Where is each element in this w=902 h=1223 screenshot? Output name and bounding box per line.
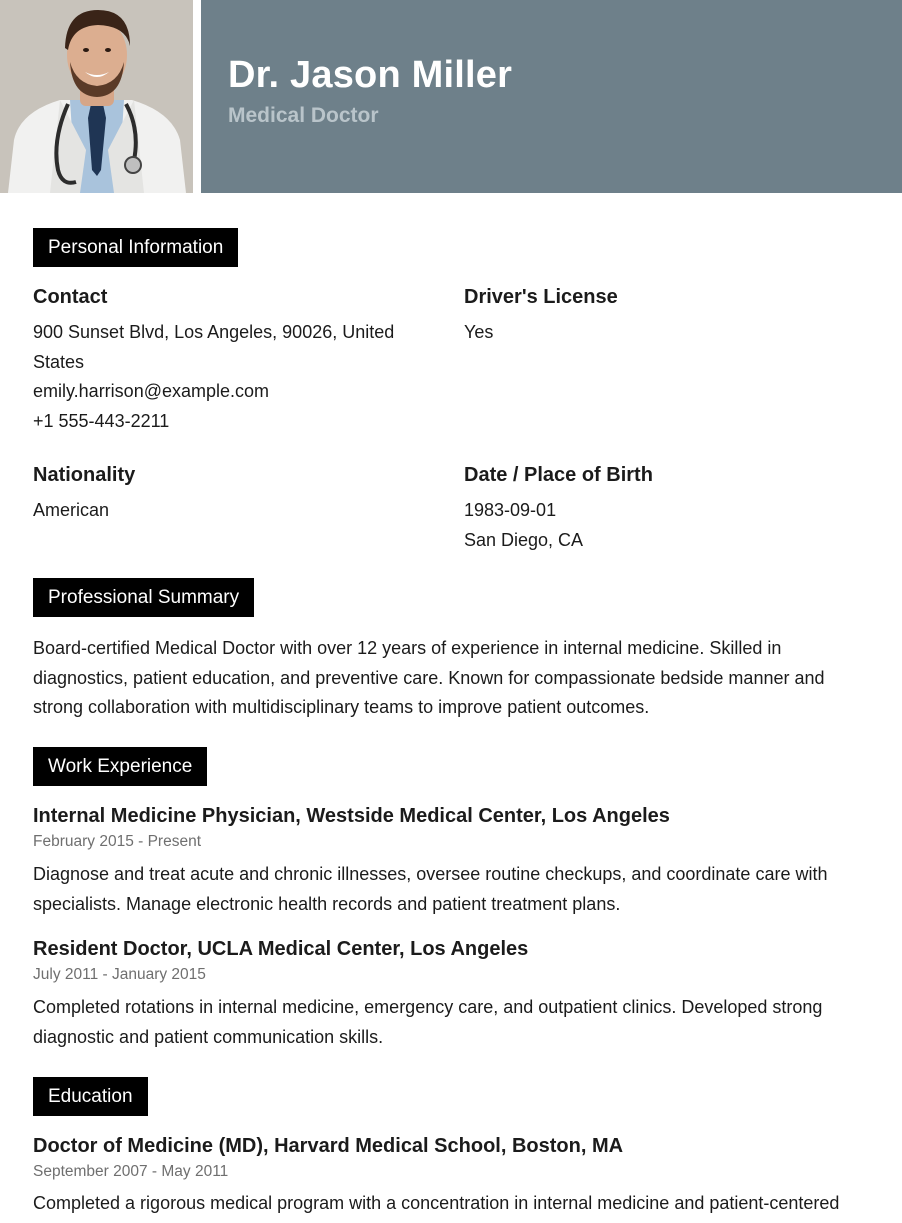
nationality-heading: Nationality <box>33 464 136 486</box>
section-label-professional-summary: Professional Summary <box>33 578 254 617</box>
candidate-name: Dr. Jason Miller <box>228 54 513 96</box>
job-description <box>33 860 873 919</box>
job-dates: February 2015 - Present <box>33 833 202 850</box>
job-description-line: diagnostic and patient communication skills. <box>33 1026 384 1047</box>
birth-block <box>464 462 864 555</box>
education-dates: September 2007 - May 2011 <box>33 1163 229 1180</box>
contact-address-line2: States <box>33 351 85 372</box>
nationality-value: American <box>33 500 110 520</box>
birth-heading: Date / Place of Birth <box>464 464 653 486</box>
job-dates: July 2011 - January 2015 <box>33 966 206 983</box>
license-heading: Driver's License <box>464 286 618 308</box>
license-value: Yes <box>464 322 494 342</box>
section-label-personal-information: Personal Information <box>33 228 238 267</box>
name-banner <box>201 0 902 193</box>
education-description-line: Completed a rigorous medical program with a concentration in internal medicine and patient-centered <box>33 1193 840 1213</box>
license-block <box>464 284 864 348</box>
contact-phone: +1 555-443-2211 <box>33 410 170 431</box>
birth-date: 1983-09-01 <box>464 500 557 520</box>
contact-address-line1: 900 Sunset Blvd, Los Angeles, 90026, United <box>33 322 395 342</box>
job-title: Internal Medicine Physician, Westside Medical Center, Los Angeles <box>33 805 670 827</box>
job-description <box>33 993 873 1052</box>
birth-place: San Diego, CA <box>464 529 584 550</box>
job-description-line: Completed rotations in internal medicine, emergency care, and outpatient clinics. Developed strong <box>33 997 823 1017</box>
nationality-block <box>33 462 433 526</box>
job-description-line: specialists. Manage electronic health records and patient treatment plans. <box>33 893 621 914</box>
job-description-line: Diagnose and treat acute and chronic illnesses, oversee routine checkups, and coordinate care with <box>33 864 828 884</box>
profile-photo <box>0 0 193 193</box>
section-label-education: Education <box>33 1077 148 1116</box>
contact-heading: Contact <box>33 286 108 308</box>
resume-header <box>0 0 902 193</box>
job-title: Resident Doctor, UCLA Medical Center, Los Angeles <box>33 938 529 960</box>
summary-paragraph <box>33 634 873 723</box>
candidate-title: Medical Doctor <box>228 104 379 127</box>
contact-email: emily.harrison@example.com <box>33 381 270 401</box>
education-description <box>33 1189 873 1219</box>
education-title: Doctor of Medicine (MD), Harvard Medical School, Boston, MA <box>33 1135 624 1157</box>
summary-line: strong collaboration with multidisciplinary teams to improve patient outcomes. <box>33 697 650 717</box>
contact-block <box>33 284 433 436</box>
section-label-work-experience: Work Experience <box>33 747 207 786</box>
summary-line: diagnostics, patient education, and preventive care. Known for compassionate bedside manner and <box>33 667 825 688</box>
summary-line: Board-certified Medical Doctor with over 12 years of experience in internal medicine. Skilled in <box>33 638 782 658</box>
doctor-portrait-illustration <box>0 0 193 193</box>
